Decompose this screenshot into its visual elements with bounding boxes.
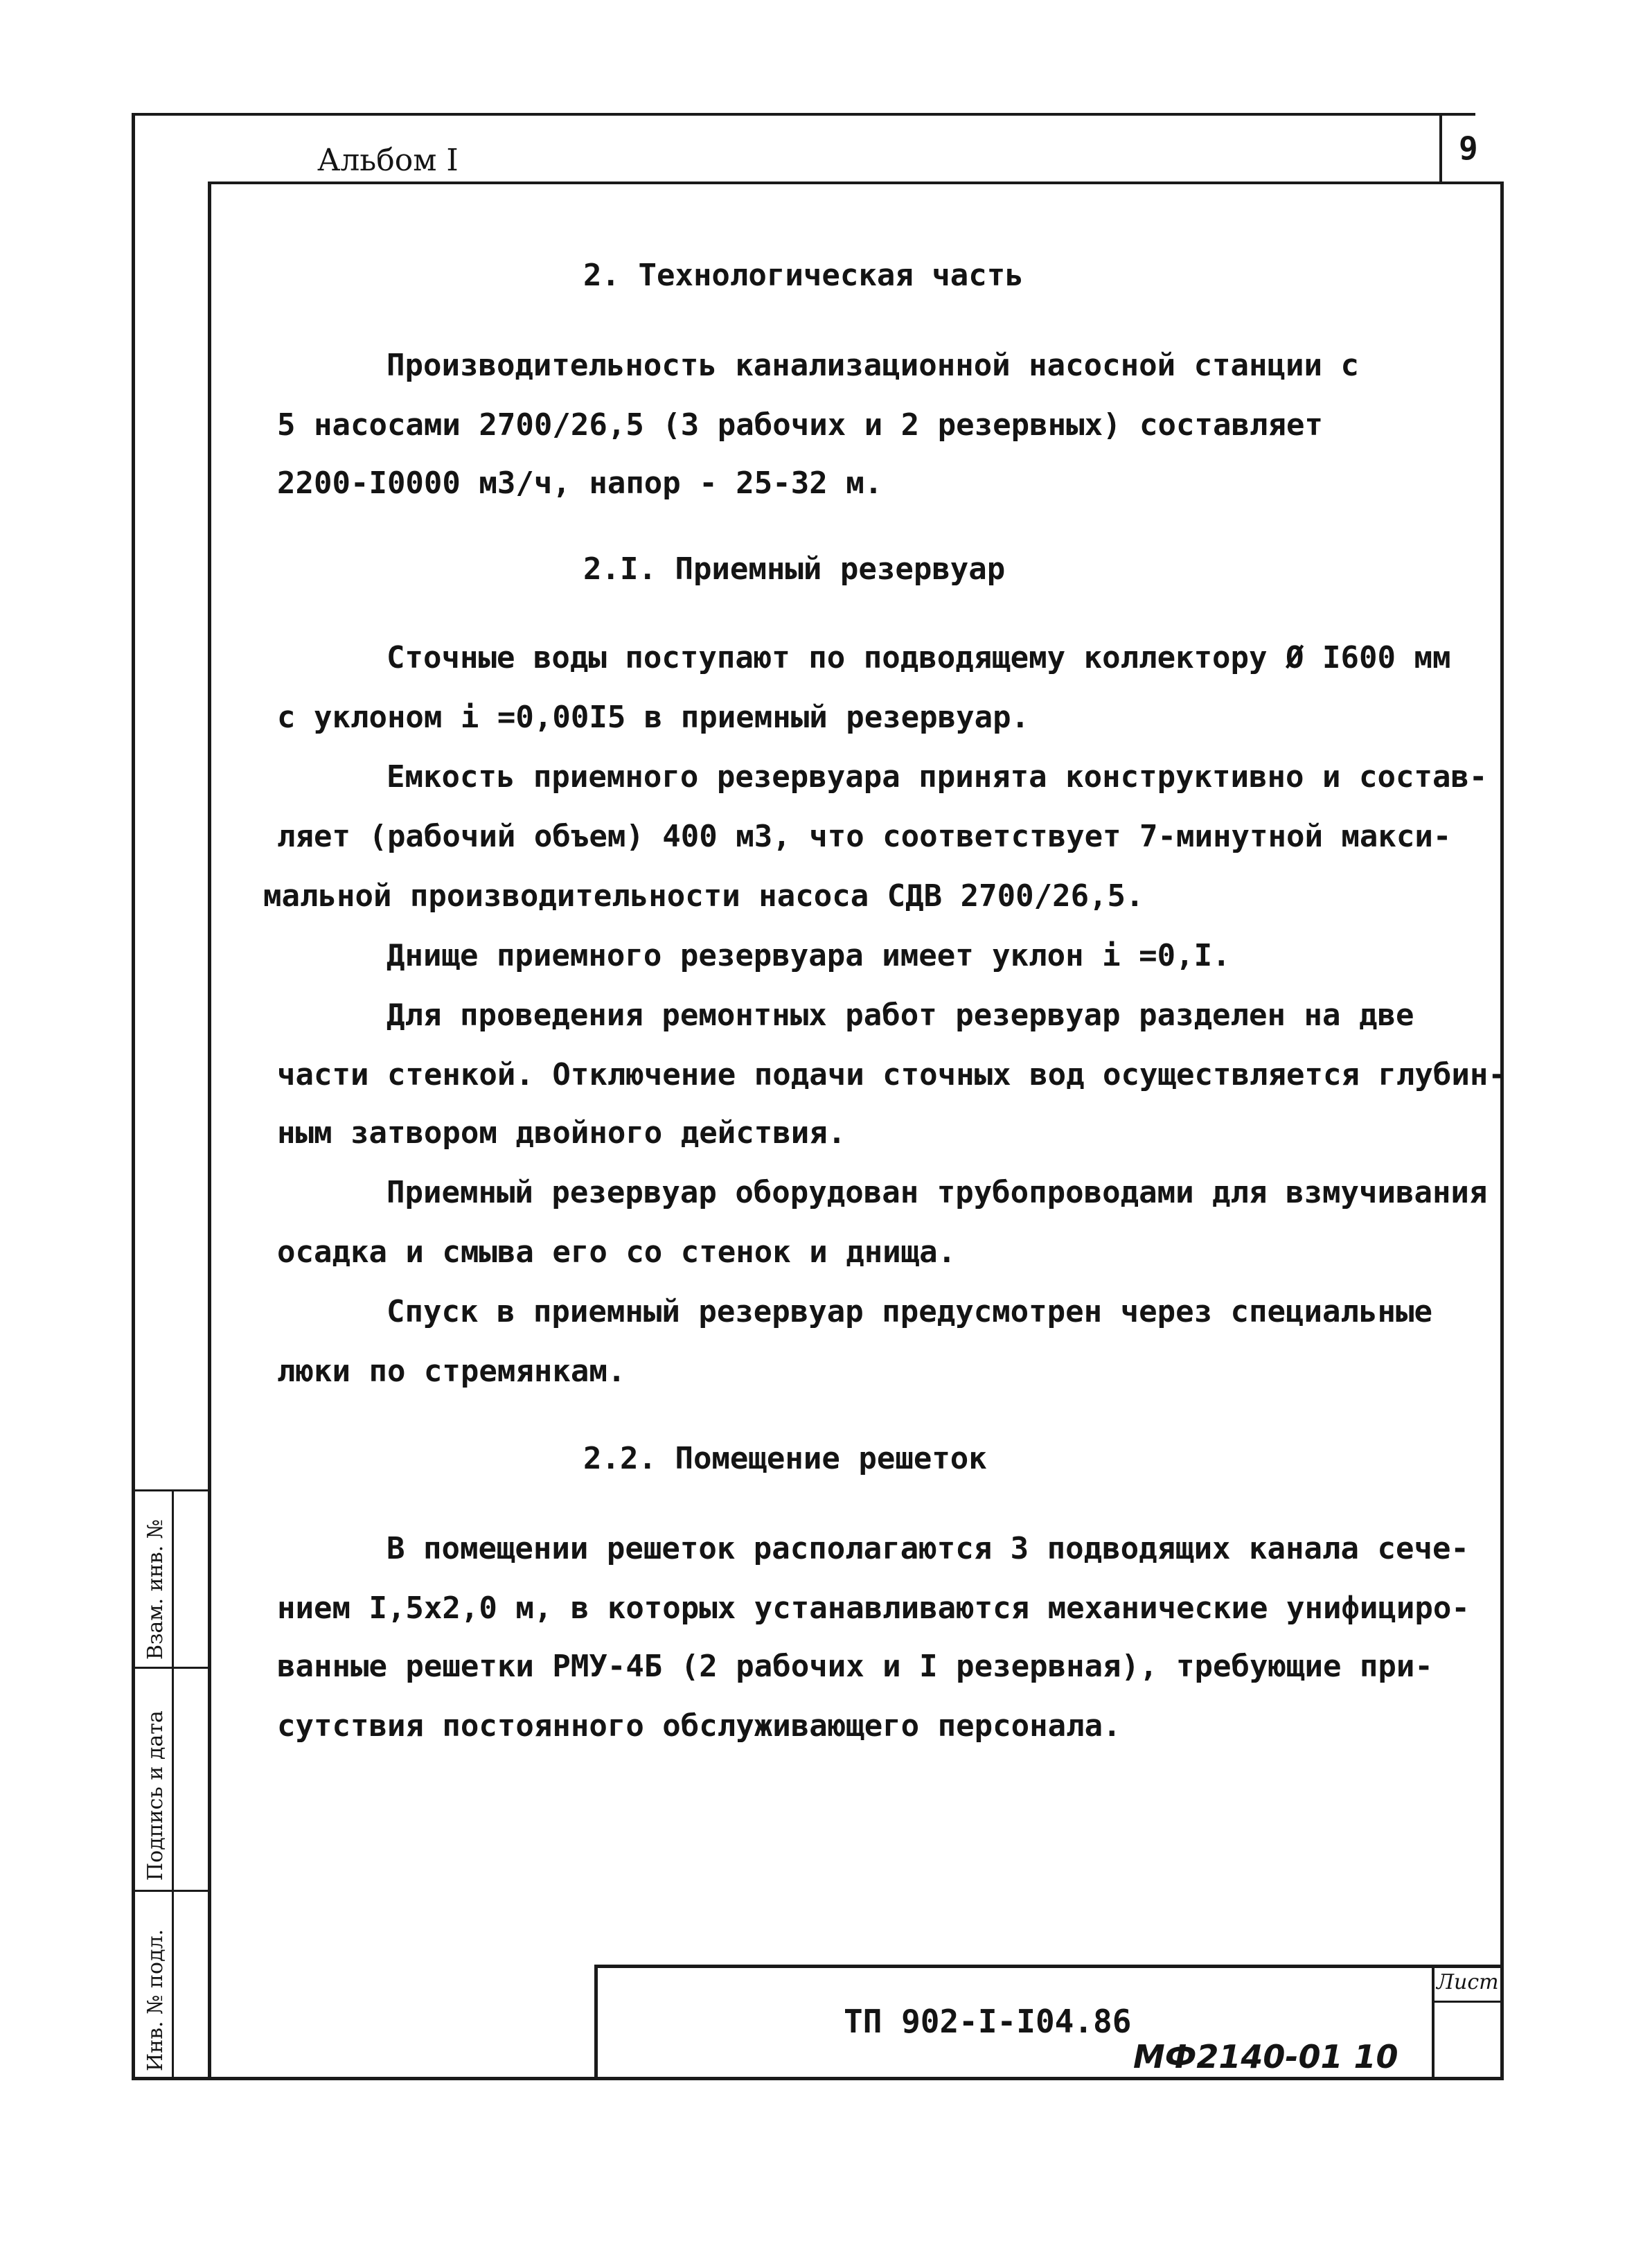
body-line: части стенкой. Отключение подачи сточных вод осуществляется глубин- — [277, 1057, 1507, 1092]
side-stamp-inv-orig: Инв. № подл. — [143, 1929, 168, 2071]
title-block-sheet-line — [1432, 2001, 1504, 2003]
body-line: Емкость приемного резервуара принята конструктивно и состав- — [387, 759, 1488, 795]
body-line: В помещении решеток располагаются 3 подводящих канала сече- — [387, 1531, 1469, 1566]
body-line: Производительность канализационной насосной станции с — [387, 348, 1359, 383]
outer-frame-top — [132, 113, 1475, 116]
body-line: Приемный резервуар оборудован трубопроводами для взмучивания — [387, 1175, 1488, 1210]
handwritten-note: МФ2140-01 10 — [1133, 2038, 1398, 2075]
body-line: 2200-I0000 м3/ч, напор - 25-32 м. — [277, 466, 883, 501]
body-line: ным затвором двойного действия. — [277, 1115, 846, 1151]
inner-frame-right — [1500, 181, 1504, 2080]
side-stamp-top — [135, 1489, 210, 1491]
body-line: Днище приемного резервуара имеет уклон i =0,I. — [387, 938, 1231, 973]
body-line: 5 насосами 2700/26,5 (3 рабочих и 2 резервных) составляет — [277, 407, 1323, 443]
side-stamp-divider — [172, 1489, 174, 2078]
body-line: Спуск в приемный резервуар предусмотрен через специальные — [387, 1294, 1432, 1329]
frame-bottom — [132, 2077, 1504, 2080]
body-line: мальной производительности насоса СДВ 2700/26,5. — [263, 878, 1144, 914]
page-number: 9 — [1459, 130, 1478, 167]
body-line: Для проведения ремонтных работ резервуар разделен на две — [387, 998, 1414, 1033]
body-line: Сточные воды поступают по подводящему коллектору Ø I600 мм — [387, 640, 1451, 675]
body-line: с уклоном i =0,00I5 в приемный резервуар. — [277, 700, 1030, 735]
title-block-top — [594, 1965, 1504, 1968]
side-stamp-sep-1 — [135, 1667, 210, 1669]
title-block-left — [594, 1965, 598, 2080]
body-line: нием I,5х2,0 м, в которых устанавливаются механические унифициро- — [277, 1591, 1470, 1626]
section-2-2-heading: 2.2. Помещение решеток — [583, 1441, 987, 1476]
body-line: сутствия постоянного обслуживающего персонала. — [277, 1708, 1121, 1744]
outer-frame-left — [132, 113, 135, 2080]
sheet-label: Лист — [1437, 1970, 1499, 1994]
section-2-1-heading: 2.I. Приемный резервуар — [583, 551, 1006, 587]
section-2-heading: 2. Технологическая часть — [583, 258, 1024, 293]
body-line: люки по стремянкам. — [277, 1354, 626, 1389]
body-line: осадка и смыва его со стенок и днища. — [277, 1234, 957, 1270]
body-line: ванные решетки РМУ-4Б (2 рабочих и I резервная), требующие при- — [277, 1649, 1433, 1684]
inner-frame-left — [208, 181, 211, 2080]
body-line: ляет (рабочий объем) 400 м3, что соответствует 7-минутной макси- — [277, 819, 1452, 854]
page-number-box-left — [1439, 113, 1442, 182]
title-block-sheet-divider — [1432, 1965, 1435, 2080]
side-stamp-vzam-inv: Взам. инв. № — [143, 1518, 168, 1660]
inner-frame-top — [208, 181, 1503, 184]
side-stamp-sep-2 — [135, 1890, 210, 1892]
album-label: Альбом I — [317, 143, 459, 178]
document-code: ТП 902-I-I04.86 — [844, 2003, 1132, 2040]
side-stamp-signature-date: Подпись и дата — [143, 1710, 168, 1881]
